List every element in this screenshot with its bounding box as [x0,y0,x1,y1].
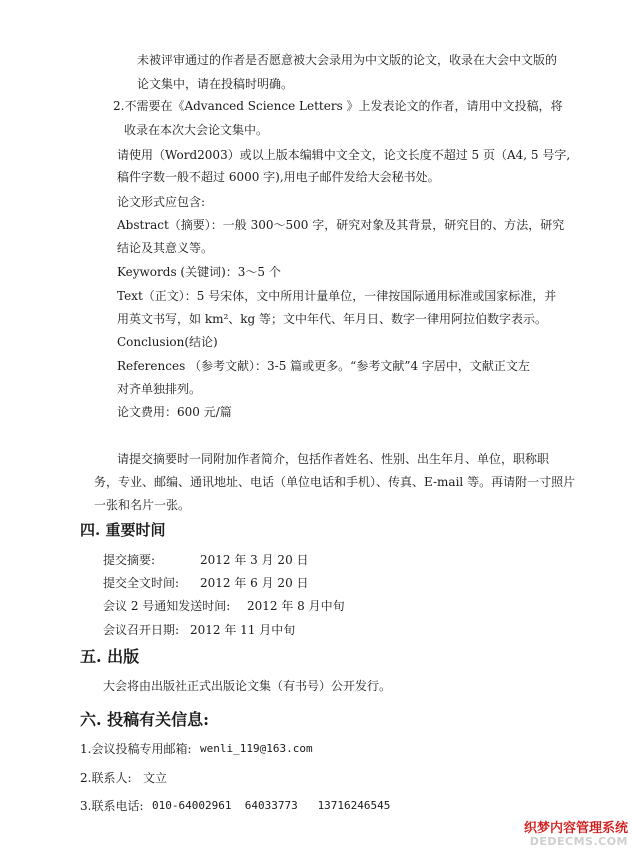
text-line: 未被评审通过的作者是否愿意被大会录用为中文版的论文，收录在大会中文版的 [137,53,558,67]
publication-text: 大会将由出版社正式出版论文集（有书号）公开发行。 [103,679,392,693]
date-label: 提交全文时间: [103,576,180,590]
text-line: 请使用（Word2003）或以上版本编辑中文全文，论文长度不超过 5 页（A4, 5 号字, [117,148,571,162]
phone-numbers: 010-64002961 64033773 13716246545 [152,799,391,812]
contact-name: 文立 [143,771,168,785]
text-line: 一张和名片一张。 [94,498,191,512]
text-line: 用英文书写，如 km²、kg 等；文中年代、年月日、数字一律用阿拉伯数字表示。 [117,312,548,326]
email-label: 1.会议投稿专用邮箱: [80,742,192,756]
contact-label: 2.联系人: [80,771,132,785]
text-line: Keywords (关键词)：3～5 个 [117,265,281,279]
section-title-submission-info: 六. 投稿有关信息: [80,710,210,729]
text-line: 请提交摘要时一同附加作者简介，包括作者姓名、性别、出生年月、单位，职称职 [117,452,550,466]
date-label: 提交摘要: [103,553,156,567]
text-line: 务，专业、邮编、通讯地址、电话（单位电话和手机）、传真、E-mail 等。再请附一寸照片 [94,475,576,489]
watermark-line2: DEDECMS.COM [529,835,628,848]
date-label: 会议召开日期: [103,623,180,637]
date-value: 2012 年 3 月 20 日 [200,553,309,567]
text-line: 稿件字数一般不超过 6000 字),用电子邮件发给大会秘书处。 [117,170,440,184]
text-line: 2.不需要在《Advanced Science Letters 》上发表论文的作者，请用中文投稿，将 [113,99,563,113]
text-line: 收录在本次大会论文集中。 [124,123,269,137]
text-line: 论文集中，请在投稿时明确。 [137,77,294,91]
text-line: 结论及其意义等。 [117,241,214,255]
email-link[interactable]: wenli_119@163.com [200,742,313,755]
text-line: 论文形式应包含: [117,195,206,209]
phone-label: 3.联系电话: [80,799,144,813]
date-value: 2012 年 8 月中旬 [247,599,345,613]
watermark [516,817,628,851]
text-line: 论文费用：600 元/篇 [117,405,232,419]
text-line: Abstract（摘要）：一般 300～500 字，研究对象及其背景，研究目的、方法，研究 [117,218,565,232]
date-value: 2012 年 11 月中旬 [190,623,296,637]
watermark-line1: 织梦内容管理系统 [523,821,628,836]
section-title-important-dates: 四. 重要时间 [80,521,166,539]
text-line: References （参考文献）：3-5 篇或更多。“参考文献”4 字居中，文献正文左 [117,359,530,373]
text-line: Conclusion(结论) [117,335,218,349]
text-line: 对齐单独排列。 [117,382,202,396]
date-label: 会议 2 号通知发送时间: [103,599,231,613]
date-value: 2012 年 6 月 20 日 [200,576,309,590]
text-line: Text（正文）：5 号宋体，文中所用计量单位，一律按国际通用标准或国家标准，并 [117,289,557,303]
section-title-publication: 五. 出版 [80,647,140,666]
